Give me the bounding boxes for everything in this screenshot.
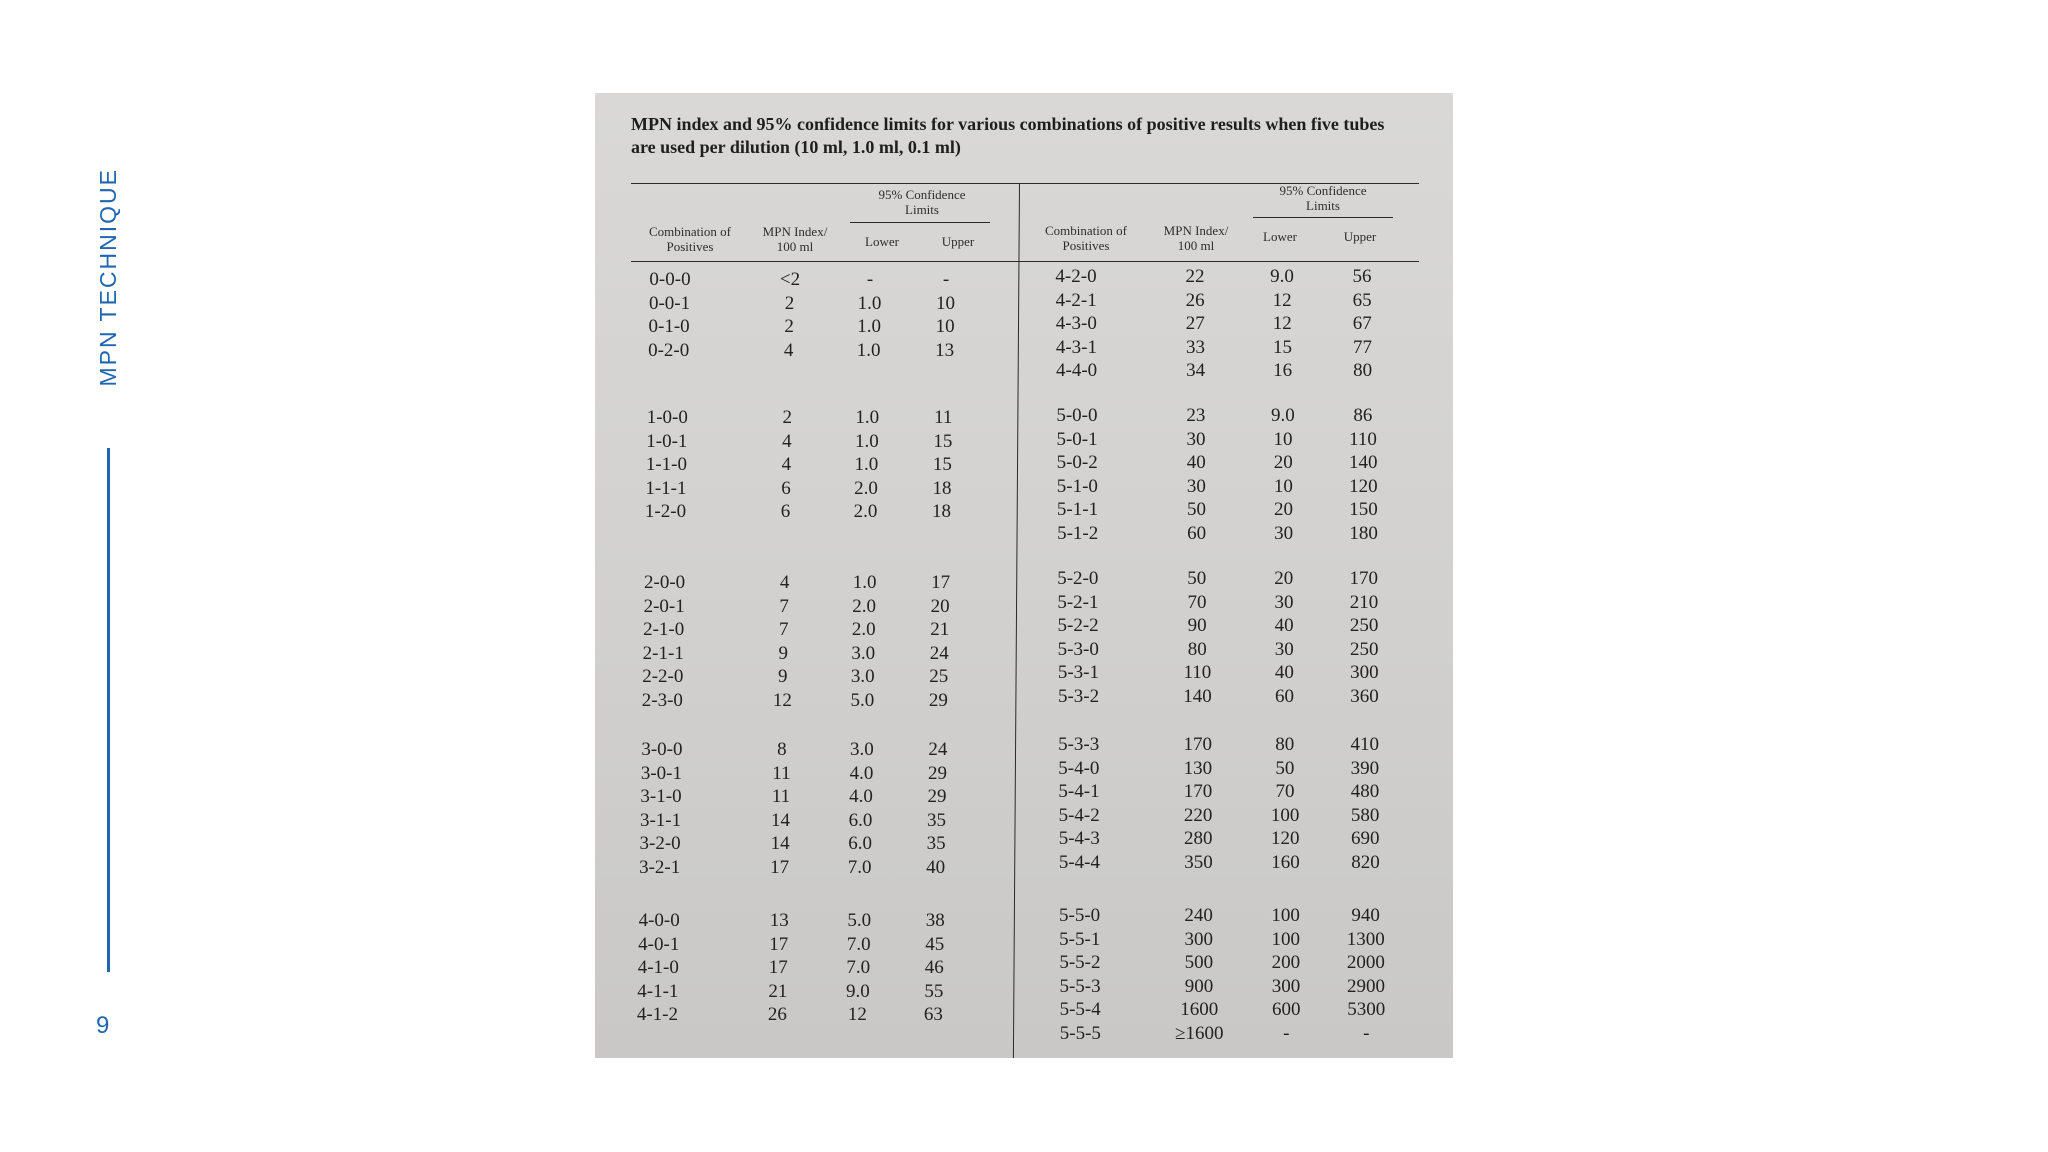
- right-upper-limit-cell: 140: [1348, 452, 1378, 474]
- right-combination-cell: 4-2-1: [1055, 289, 1097, 311]
- right-mpn-index-cell: 50: [1187, 568, 1207, 589]
- left-upper-limit-cell: 24: [928, 739, 948, 760]
- left-mpn-index-cell: 4: [782, 430, 792, 452]
- left-combination-cell: 1-0-1: [646, 430, 688, 452]
- left-lower-limit-cell: 4.0: [849, 762, 874, 784]
- right-mpn-index-cell: 30: [1186, 475, 1206, 497]
- right-lower-limit-cell: 30: [1274, 523, 1294, 544]
- header-upper-right: Upper: [1343, 229, 1377, 244]
- right-upper-limit-cell: 410: [1350, 734, 1379, 755]
- right-lower-limit-cell: 30: [1274, 591, 1294, 613]
- left-confidence-rule: [850, 222, 990, 223]
- right-combination-cell: 5-5-1: [1059, 928, 1101, 950]
- left-mpn-index-cell: 4: [781, 454, 792, 476]
- section-title-text: MPN TECHNIQUE: [95, 168, 121, 387]
- left-lower-limit-cell: 2.0: [852, 595, 877, 617]
- right-lower-limit-cell: 100: [1270, 804, 1300, 826]
- left-upper-limit-cell: 35: [927, 809, 947, 831]
- right-upper-limit-cell: 67: [1352, 313, 1372, 335]
- right-mpn-index-cell: 23: [1186, 405, 1206, 426]
- left-combination-cell: 2-2-0: [642, 666, 684, 688]
- left-combination-cell: 1-1-1: [645, 477, 687, 499]
- right-combination-cell: 5-5-3: [1059, 975, 1101, 997]
- left-mpn-index-cell: 9: [778, 666, 788, 688]
- right-lower-limit-cell: 80: [1275, 734, 1295, 755]
- table-header-rule: [631, 261, 1419, 262]
- right-combination-cell: 5-5-2: [1059, 952, 1101, 974]
- left-combination-cell: 1-0-0: [646, 407, 688, 428]
- right-mpn-index-cell: 26: [1185, 289, 1205, 311]
- right-mpn-index-cell: 240: [1184, 905, 1213, 926]
- right-combination-cell: 4-3-0: [1055, 313, 1097, 335]
- left-combination-cell: 0-2-0: [648, 339, 690, 361]
- right-lower-limit-cell: 600: [1271, 999, 1301, 1021]
- left-upper-limit-cell: 11: [934, 407, 953, 428]
- left-upper-limit-cell: 40: [926, 857, 946, 878]
- header-combination-right: Combination of Positives: [1045, 223, 1127, 253]
- right-combination-cell: 5-4-2: [1058, 804, 1100, 826]
- right-lower-limit-cell: 20: [1274, 499, 1293, 521]
- right-combination-cell: 5-0-0: [1056, 405, 1098, 426]
- left-lower-limit-cell: 2.0: [851, 619, 876, 641]
- left-mpn-index-cell: 17: [768, 957, 788, 979]
- header-lower-left: Lower: [865, 234, 899, 249]
- left-combination-cell: 2-1-1: [642, 642, 684, 664]
- right-upper-limit-cell: 65: [1352, 289, 1372, 311]
- left-mpn-index-cell: 11: [771, 786, 791, 808]
- right-lower-limit-cell: 20: [1274, 568, 1294, 589]
- right-combination-cell: 5-3-1: [1057, 662, 1099, 684]
- right-combination-cell: 5-4-0: [1058, 757, 1100, 779]
- right-lower-limit-cell: 300: [1271, 975, 1301, 997]
- right-combination-cell: 5-4-1: [1058, 781, 1100, 803]
- right-combination-cell: 5-0-2: [1056, 452, 1098, 474]
- header-mpn-left: MPN Index/ 100 ml: [762, 224, 828, 254]
- left-mpn-index-cell: <2: [779, 269, 801, 290]
- left-mpn-index-cell: 4: [779, 572, 790, 593]
- left-upper-limit-cell: 63: [923, 1004, 943, 1026]
- left-combination-cell: 0-0-1: [648, 292, 691, 314]
- left-upper-limit-cell: 15: [933, 430, 953, 452]
- left-mpn-index-cell: 7: [778, 619, 789, 641]
- left-upper-limit-cell: 35: [926, 833, 946, 855]
- left-combination-cell: 3-0-1: [640, 762, 683, 784]
- left-lower-limit-cell: 6.0: [848, 809, 873, 831]
- right-mpn-index-cell: 900: [1184, 975, 1214, 997]
- left-combination-cell: 2-3-0: [641, 690, 683, 711]
- right-upper-limit-cell: 5300: [1347, 999, 1386, 1021]
- right-mpn-index-cell: 500: [1184, 952, 1214, 974]
- right-combination-cell: 5-2-0: [1057, 568, 1099, 589]
- left-mpn-index-cell: 2: [784, 316, 794, 338]
- left-upper-limit-cell: 46: [924, 957, 944, 979]
- left-combination-cell: 2-1-0: [643, 619, 685, 641]
- header-lower-right: Lower: [1263, 229, 1297, 244]
- header-mpn-right: MPN Index/ 100 ml: [1163, 223, 1229, 253]
- left-upper-limit-cell: -: [942, 269, 950, 290]
- right-lower-limit-cell: 10: [1273, 475, 1293, 497]
- left-combination-cell: 3-1-0: [640, 786, 682, 808]
- right-mpn-index-cell: 170: [1183, 734, 1212, 755]
- right-lower-limit-cell: 10: [1273, 428, 1293, 450]
- header-confidence-right: 95% Confidence Limits: [1279, 183, 1367, 213]
- right-combination-cell: 5-1-0: [1056, 475, 1098, 497]
- left-combination-cell: 4-1-2: [636, 1004, 678, 1026]
- right-upper-limit-cell: 300: [1350, 662, 1379, 684]
- right-combination-cell: 5-5-4: [1059, 999, 1101, 1021]
- right-mpn-index-cell: 130: [1183, 757, 1213, 779]
- right-lower-limit-cell: 9.0: [1270, 266, 1294, 287]
- right-upper-limit-cell: 390: [1350, 757, 1380, 779]
- right-combination-cell: 4-4-0: [1056, 360, 1098, 382]
- left-lower-limit-cell: 7.0: [847, 857, 872, 878]
- right-upper-limit-cell: 690: [1351, 828, 1380, 850]
- right-upper-limit-cell: 250: [1350, 638, 1379, 660]
- left-mpn-index-cell: 17: [770, 857, 790, 878]
- right-lower-limit-cell: 50: [1275, 757, 1295, 779]
- left-upper-limit-cell: 15: [932, 454, 952, 476]
- right-lower-limit-cell: 60: [1275, 686, 1295, 707]
- left-upper-limit-cell: 10: [935, 316, 955, 338]
- left-lower-limit-cell: -: [866, 269, 874, 290]
- right-mpn-index-cell: 50: [1187, 499, 1206, 521]
- left-combination-cell: 4-1-0: [637, 957, 679, 979]
- right-mpn-index-cell: 90: [1187, 615, 1207, 637]
- right-upper-limit-cell: 580: [1350, 804, 1380, 826]
- right-upper-limit-cell: 360: [1350, 686, 1379, 707]
- left-upper-limit-cell: 29: [928, 690, 948, 711]
- left-lower-limit-cell: 1.0: [855, 407, 880, 428]
- right-lower-limit-cell: 70: [1275, 781, 1295, 803]
- right-lower-limit-cell: 100: [1271, 905, 1300, 926]
- right-combination-cell: 5-5-0: [1059, 905, 1101, 926]
- right-combination-cell: 4-3-1: [1055, 336, 1098, 358]
- left-lower-limit-cell: 5.0: [847, 910, 872, 931]
- right-upper-limit-cell: 210: [1349, 591, 1379, 613]
- right-lower-limit-cell: 30: [1274, 638, 1294, 660]
- left-lower-limit-cell: 7.0: [846, 957, 871, 979]
- left-upper-limit-cell: 18: [932, 501, 951, 523]
- left-mpn-index-cell: 6: [781, 477, 791, 499]
- left-mpn-index-cell: 13: [769, 910, 789, 931]
- left-combination-cell: 2-0-0: [644, 572, 686, 593]
- right-upper-limit-cell: 940: [1351, 905, 1380, 926]
- right-mpn-index-cell: 220: [1183, 804, 1213, 826]
- right-upper-limit-cell: 250: [1349, 615, 1379, 637]
- right-mpn-index-cell: 80: [1187, 638, 1207, 660]
- right-lower-limit-cell: 15: [1272, 336, 1292, 358]
- right-mpn-index-cell: 280: [1184, 828, 1213, 850]
- left-mpn-index-cell: 17: [769, 933, 789, 955]
- right-mpn-index-cell: 60: [1187, 523, 1207, 544]
- right-upper-limit-cell: 80: [1353, 360, 1373, 382]
- right-combination-cell: 5-4-3: [1058, 828, 1100, 850]
- right-upper-limit-cell: 86: [1353, 405, 1373, 426]
- left-lower-limit-cell: 4.0: [849, 786, 873, 808]
- left-combination-cell: 3-0-0: [641, 739, 683, 760]
- right-mpn-index-cell: 350: [1184, 852, 1213, 873]
- left-lower-limit-cell: 3.0: [851, 642, 876, 664]
- left-lower-limit-cell: 5.0: [850, 690, 875, 711]
- left-mpn-index-cell: 12: [772, 690, 792, 711]
- table-center-divider: [1013, 183, 1020, 1058]
- right-lower-limit-cell: 12: [1272, 313, 1292, 335]
- left-mpn-index-cell: 2: [784, 292, 795, 314]
- right-lower-limit-cell: 40: [1274, 615, 1294, 637]
- header-combination-left: Combination of Positives: [649, 224, 731, 254]
- right-mpn-index-cell: 110: [1183, 662, 1212, 684]
- right-combination-cell: 5-4-4: [1058, 852, 1101, 873]
- header-upper-left: Upper: [941, 234, 975, 249]
- right-mpn-index-cell: 30: [1186, 428, 1206, 450]
- left-mpn-index-cell: 4: [783, 339, 794, 361]
- right-lower-limit-cell: 200: [1271, 952, 1301, 974]
- left-mpn-index-cell: 11: [772, 762, 791, 784]
- left-combination-cell: 3-2-1: [639, 857, 681, 878]
- left-lower-limit-cell: 1.0: [854, 430, 879, 452]
- left-mpn-index-cell: 21: [768, 980, 788, 1002]
- left-lower-limit-cell: 2.0: [854, 477, 878, 499]
- right-upper-limit-cell: 170: [1349, 568, 1379, 589]
- right-upper-limit-cell: 2000: [1346, 952, 1385, 974]
- right-upper-limit-cell: 2900: [1347, 975, 1386, 997]
- right-upper-limit-cell: 56: [1352, 266, 1372, 287]
- right-combination-cell: 5-0-1: [1056, 428, 1098, 450]
- right-mpn-index-cell: 140: [1183, 686, 1212, 707]
- left-upper-limit-cell: 10: [936, 292, 956, 314]
- right-upper-limit-cell: 480: [1350, 781, 1380, 803]
- left-lower-limit-cell: 7.0: [846, 933, 871, 955]
- right-combination-cell: 5-1-1: [1056, 499, 1099, 521]
- left-combination-cell: 1-2-0: [644, 501, 687, 523]
- left-lower-limit-cell: 2.0: [853, 501, 878, 523]
- page-number: 9: [96, 1012, 110, 1039]
- right-lower-limit-cell: 160: [1271, 852, 1300, 873]
- left-upper-limit-cell: 29: [927, 762, 947, 784]
- right-mpn-index-cell: 40: [1186, 452, 1206, 474]
- left-lower-limit-cell: 3.0: [850, 739, 874, 760]
- left-upper-limit-cell: 45: [925, 933, 945, 955]
- right-lower-limit-cell: -: [1283, 1023, 1290, 1044]
- right-combination-cell: 5-3-2: [1057, 686, 1100, 707]
- header-confidence-left: 95% Confidence Limits: [878, 187, 966, 217]
- left-upper-limit-cell: 29: [927, 786, 947, 808]
- right-mpn-index-cell: 27: [1185, 313, 1205, 335]
- right-lower-limit-cell: 20: [1273, 452, 1293, 474]
- right-lower-limit-cell: 40: [1274, 662, 1294, 684]
- left-mpn-index-cell: 6: [780, 501, 791, 523]
- left-mpn-index-cell: 9: [778, 642, 788, 664]
- mpn-table-photo: [595, 93, 1453, 1058]
- left-lower-limit-cell: 1.0: [857, 292, 882, 314]
- left-upper-limit-cell: 21: [930, 619, 950, 641]
- left-mpn-index-cell: 7: [779, 595, 789, 617]
- right-mpn-index-cell: 22: [1185, 266, 1205, 287]
- left-lower-limit-cell: 12: [847, 1004, 867, 1026]
- left-upper-limit-cell: 55: [924, 980, 944, 1002]
- right-lower-limit-cell: 16: [1273, 360, 1293, 382]
- left-upper-limit-cell: 13: [935, 339, 955, 361]
- left-upper-limit-cell: 18: [932, 477, 952, 499]
- left-combination-cell: 3-2-0: [639, 833, 681, 855]
- left-lower-limit-cell: 3.0: [850, 666, 875, 688]
- right-upper-limit-cell: 110: [1349, 428, 1377, 450]
- left-mpn-index-cell: 14: [770, 833, 790, 855]
- left-upper-limit-cell: 24: [929, 642, 949, 664]
- sidebar-divider: [107, 448, 110, 972]
- left-upper-limit-cell: 20: [930, 595, 950, 617]
- left-mpn-index-cell: 26: [767, 1004, 787, 1026]
- left-combination-cell: 0-1-0: [648, 316, 690, 338]
- left-mpn-index-cell: 14: [771, 809, 791, 831]
- left-combination-cell: 4-0-1: [638, 933, 680, 955]
- right-mpn-index-cell: 70: [1187, 591, 1207, 613]
- right-combination-cell: 5-3-3: [1058, 734, 1100, 755]
- left-upper-limit-cell: 25: [929, 666, 949, 688]
- left-lower-limit-cell: 1.0: [854, 454, 879, 476]
- right-mpn-index-cell: 300: [1184, 928, 1213, 950]
- right-combination-cell: 5-5-5: [1059, 1023, 1101, 1044]
- right-confidence-rule: [1253, 217, 1393, 218]
- table-caption: MPN index and 95% confidence limits for various combinations of positive results when five tubes are used per dilution (10 ml, 1.0 ml, 0.1 ml): [631, 114, 1385, 157]
- left-combination-cell: 3-1-1: [639, 809, 682, 831]
- right-combination-cell: 5-3-0: [1057, 638, 1099, 660]
- left-combination-cell: 4-1-1: [637, 980, 679, 1002]
- left-upper-limit-cell: 38: [925, 910, 945, 931]
- right-lower-limit-cell: 100: [1271, 928, 1300, 950]
- right-combination-cell: 5-1-2: [1057, 523, 1099, 544]
- right-upper-limit-cell: 120: [1349, 475, 1378, 497]
- right-mpn-index-cell: ≥1600: [1175, 1023, 1224, 1044]
- left-lower-limit-cell: 6.0: [848, 833, 872, 855]
- left-combination-cell: 2-0-1: [643, 595, 685, 617]
- right-combination-cell: 4-2-0: [1055, 266, 1097, 287]
- right-lower-limit-cell: 9.0: [1271, 405, 1295, 426]
- left-combination-cell: 1-1-0: [645, 454, 687, 476]
- left-upper-limit-cell: 17: [931, 572, 951, 593]
- left-mpn-index-cell: 2: [782, 407, 793, 428]
- left-lower-limit-cell: 1.0: [856, 339, 881, 361]
- left-lower-limit-cell: 1.0: [852, 572, 877, 593]
- left-mpn-index-cell: 8: [777, 739, 787, 760]
- right-mpn-index-cell: 170: [1183, 781, 1213, 803]
- right-upper-limit-cell: 77: [1352, 336, 1372, 358]
- right-combination-cell: 5-2-1: [1057, 591, 1099, 613]
- right-mpn-index-cell: 1600: [1180, 999, 1219, 1021]
- right-upper-limit-cell: 820: [1351, 852, 1380, 873]
- left-lower-limit-cell: 9.0: [845, 980, 870, 1002]
- right-mpn-index-cell: 33: [1185, 336, 1205, 358]
- right-combination-cell: 5-2-2: [1057, 615, 1099, 637]
- right-mpn-index-cell: 34: [1186, 360, 1206, 382]
- right-lower-limit-cell: 12: [1272, 289, 1292, 311]
- right-lower-limit-cell: 120: [1271, 828, 1300, 850]
- left-lower-limit-cell: 1.0: [857, 316, 881, 338]
- right-upper-limit-cell: 180: [1349, 523, 1378, 544]
- right-upper-limit-cell: -: [1363, 1023, 1370, 1044]
- left-combination-cell: 4-0-0: [638, 910, 680, 931]
- right-upper-limit-cell: 1300: [1346, 928, 1385, 950]
- left-combination-cell: 0-0-0: [649, 269, 691, 290]
- right-upper-limit-cell: 150: [1349, 499, 1378, 521]
